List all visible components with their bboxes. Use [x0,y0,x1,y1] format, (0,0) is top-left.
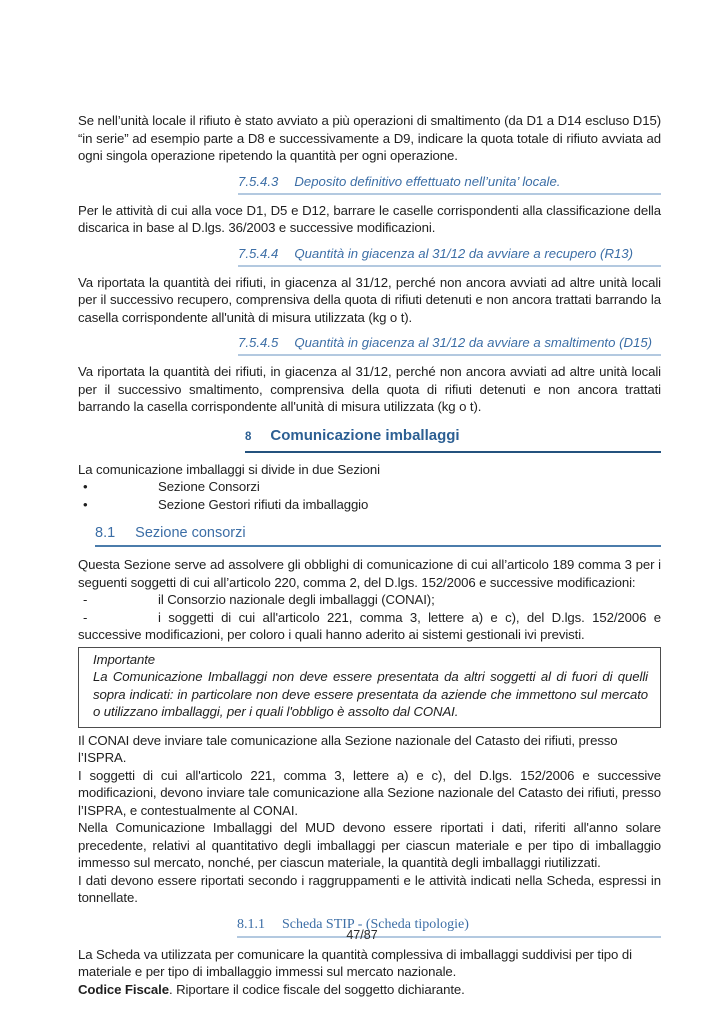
heading-number: 8.1 [95,525,116,541]
dash-marker: - [83,609,88,625]
heading-title: Quantità in giacenza al 31/12 da avviare a smaltimento (D15) [294,335,653,350]
paragraph-sezione-obblighi: Questa Sezione serve ad assolvere gli obblighi di comunicazione di cui all’articolo 189 comma 3 per i seguenti soggetti di cui all’articolo 220, comma 2, del D.lgs. 152/2006 e successive modificazioni: [78,557,661,590]
paragraph-conai-invio: Il CONAI deve inviare tale comunicazione alla Sezione nazionale del Catasto dei rifiuti, presso l’ISPRA. [78,732,618,765]
paragraph-sezioni-intro: La comunicazione imballaggi si divide in due Sezioni [78,461,380,477]
dash-marker: - [83,592,88,607]
paragraph-soggetti-invio: I soggetti di cui all'articolo 221, comma 3, lettere a) e c), del D.lgs. 152/2006 e successive modificazioni, devono inviare tale comunicazione alla Sezione nazionale del Catasto dei rifiuti, presso l’ISPRA, e contestualmente al CONAI. [78,767,661,818]
heading-title: Scheda STIP - (Scheda tipologie) [282,916,469,932]
list-item-conai [78,591,661,609]
heading-title: Sezione consorzi [135,525,246,541]
bullet-marker: • [83,496,88,512]
list-item-label: i soggetti di cui all'articolo 221, comma 3, lettere a) e c), del D.lgs. 152/2006 e successive modificazioni, per coloro i quali hanno aderito ai sistemi gestionali ivi previsti. [78,609,661,642]
paragraph-dati-mud: Nella Comunicazione Imballaggi del MUD devono essere riportati i dati, riferiti all'anno solare precedente, relativi al quantitativo degli imballaggi per ciascun materiale e per tipo di imballaggio immesso sul mercato, nonché, per ciascun materiale, la quantità degli imballaggi riutilizzati. [78,820,661,870]
list-item-sezione-consorzi [78,478,661,496]
list-item-label: Sezione Consorzi [158,479,260,494]
paragraph-giacenza-smaltimento: Va riportata la quantità dei rifiuti, in giacenza al 31/12, perché non ancora avviati ad altre unità locali per il successivo smaltimento, comprensiva della quota di rifiuti detenuti e non ancora trattati barrando la casella corrispondente all'unità di misura utilizzata (kg o t). [78,364,661,414]
paragraph-giacenza-recupero: Va riportata la quantità dei rifiuti, in giacenza al 31/12, perché non ancora avviati ad altre unità locali per il successivo recupero, comprensiva della quota di rifiuti detenuti e non ancora trattati barrando la casella corrispondente all'unità di misura utilizzata (kg o t). [78,274,661,325]
list-item-label: Sezione Gestori rifiuti da imballaggio [158,496,369,512]
heading-7-5-4-3 [238,173,661,195]
list-item-sezione-gestori [78,496,661,514]
important-note-box [78,647,661,728]
note-label: Importante [93,651,156,667]
paragraph-dati-tonnellate: I dati devono essere riportati secondo i raggruppamenti e le attività indicati nella Scheda, espressi in tonnellate. [78,872,661,905]
heading-number: 7.5.4.5 [238,335,279,350]
heading-number: 7.5.4.4 [238,245,279,261]
codice-fiscale-text: . Riportare il codice fiscale del soggetto dichiarante. [168,981,465,997]
bullet-marker: • [83,479,88,494]
paragraph-scheda-uso: La Scheda va utilizzata per comunicare la quantità complessiva di imballaggi suddivisi per tipo di materiale e per tipo di imballaggio immessi sul mercato nazionale. [78,946,632,979]
heading-number: 8.1.1 [237,916,265,932]
list-item-label: il Consorzio nazionale degli imballaggi (CONAI); [158,592,435,607]
heading-number: 8 [245,430,252,443]
heading-title: Comunicazione imballaggi [270,426,460,444]
paragraph-deposito-definitivo: Per le attività di cui alla voce D1, D5 e D12, barrare le caselle corrispondenti alla classificazione della discarica in base al D.lgs. 36/2003 e successive modificazioni. [78,202,661,235]
list-item-soggetti [78,609,661,644]
heading-number: 7.5.4.3 [238,173,279,189]
codice-fiscale-label: Codice Fiscale [78,981,169,997]
paragraph-codice-fiscale [78,981,661,999]
heading-title: Deposito definitivo effettuato nell’unita’ locale. [294,173,561,189]
page-number: 47/87 [346,928,378,942]
page-content [78,112,661,998]
heading-title: Quantità in giacenza al 31/12 da avviare a recupero (R13) [294,245,634,261]
heading-8-1-sezione-consorzi [95,524,661,547]
note-text: La Comunicazione Imballaggi non deve essere presentata da altri soggetti al di fuori di quelli sopra indicati: in particolare non deve essere presentata da aziende che immettono sul mercato o utilizzano imballaggi, per i quali l'obbligo è assolto dal CONAI. [93,669,648,719]
heading-8-comunicazione-imballaggi [245,426,661,453]
heading-7-5-4-5 [238,334,661,356]
paragraph-smaltimento-serie: Se nell’unità locale il rifiuto è stato avviato a più operazioni di smaltimento (da D1 a D14 escluso D15) “in serie” ad esempio parte a D8 e successivamente a D9, indicare la quota totale di rifiuto avviata ad ogni singola operazione ripetendo la quantità per ogni operazione. [78,113,661,163]
heading-7-5-4-4 [238,245,661,267]
